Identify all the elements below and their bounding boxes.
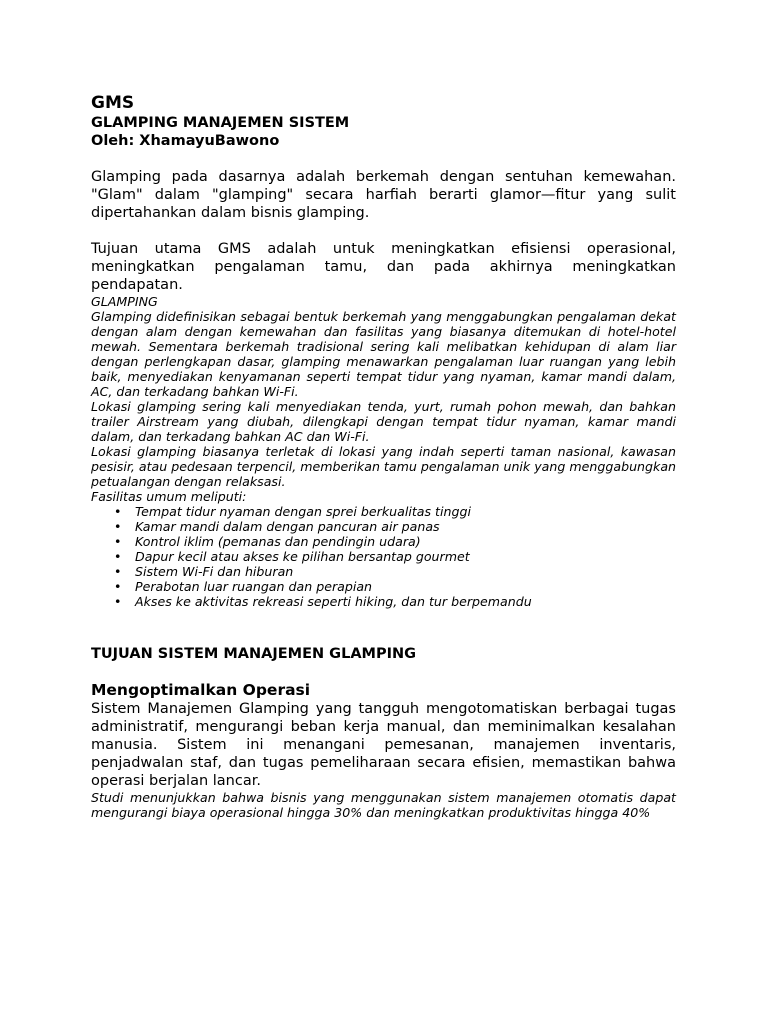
facilities-list bbox=[91, 504, 676, 609]
glamping-paragraph-2: Lokasi glamping sering kali menyediakan tenda, yurt, rumah pohon mewah, dan bahkan trailer Airstream yang diubah, dilengkapi dengan tempat tidur nyaman, kamar mandi dalam, dan terkadang bahkan AC dan Wi-Fi. bbox=[91, 399, 676, 444]
document-title: GMS bbox=[91, 93, 135, 113]
bullet-icon: • bbox=[114, 579, 122, 594]
document-author: Oleh: XhamayuBawono bbox=[91, 133, 280, 149]
document-page bbox=[91, 92, 676, 820]
list-item bbox=[114, 504, 676, 519]
list-item bbox=[114, 534, 676, 549]
bullet-icon: • bbox=[114, 519, 122, 534]
facility-text: Kamar mandi dalam dengan pancuran air panas bbox=[135, 519, 440, 534]
facility-text: Dapur kecil atau akses ke pilihan bersantap gourmet bbox=[135, 549, 470, 564]
list-item bbox=[114, 594, 676, 609]
bullet-icon: • bbox=[114, 549, 122, 564]
bullet-icon: • bbox=[114, 534, 122, 549]
bullet-icon: • bbox=[114, 564, 122, 579]
list-item bbox=[114, 549, 676, 564]
intro-paragraph-1: Glamping pada dasarnya adalah berkemah dengan sentuhan kemewahan. "Glam" dalam "glamping" secara harfiah berarti glamor—fitur yang sulit dipertahankan dalam bisnis glamping. bbox=[91, 169, 676, 221]
facility-text: Kontrol iklim (pemanas dan pendingin udara) bbox=[135, 534, 421, 549]
bullet-icon: • bbox=[114, 594, 122, 609]
goals-section-title: TUJUAN SISTEM MANAJEMEN GLAMPING bbox=[91, 646, 417, 662]
list-item bbox=[114, 564, 676, 579]
facility-text: Tempat tidur nyaman dengan sprei berkualitas tinggi bbox=[135, 504, 471, 519]
list-item bbox=[114, 579, 676, 594]
glamping-paragraph-3: Lokasi glamping biasanya terletak di lokasi yang indah seperti taman nasional, kawasan pesisir, atau pedesaan terpencil, memberikan tamu pengalaman unik yang menggabungkan petualangan dengan relaksasi. bbox=[91, 444, 677, 489]
intro-paragraph-2: Tujuan utama GMS adalah untuk meningkatkan efisiensi operasional, meningkatkan pengalaman tamu, dan pada akhirnya meningkatkan pendapatan. bbox=[91, 241, 676, 293]
goals-paragraph-1: Sistem Manajemen Glamping yang tangguh mengotomatiskan berbagai tugas administratif, mengurangi beban kerja manual, dan meminimalkan kesalahan manusia. Sistem ini menangani pemesanan, manajemen inventaris, penjadwalan staf, dan tugas pemeliharaan secara efisien, memastikan bahwa operasi berjalan lancar. bbox=[91, 701, 676, 789]
goals-study-note: Studi menunjukkan bahwa bisnis yang menggunakan sistem manajemen otomatis dapat mengurangi biaya operasional hingga 30% dan meningkatkan produktivitas hingga 40% bbox=[91, 790, 676, 820]
facility-text: Sistem Wi-Fi dan hiburan bbox=[135, 564, 294, 579]
goals-subsection-title: Mengoptimalkan Operasi bbox=[91, 681, 311, 699]
glamping-heading: GLAMPING bbox=[91, 294, 158, 309]
bullet-icon: • bbox=[114, 504, 122, 519]
glamping-paragraph-1: Glamping didefinisikan sebagai bentuk berkemah yang menggabungkan pengalaman dekat dengan alam dengan kemewahan dan fasilitas yang biasanya ditemukan di hotel-hotel mewah. Sementara berkemah tradisional sering kali melibatkan kehidupan di alam liar dengan perlengkapan dasar, glamping menawarkan pengalaman luar ruangan yang lebih baik, menyediakan kenyamanan seperti tempat tidur yang nyaman, kamar mandi dalam, AC, dan terkadang bahkan Wi-Fi. bbox=[91, 309, 676, 399]
facilities-intro: Fasilitas umum meliputi: bbox=[91, 489, 247, 504]
facility-text: Perabotan luar ruangan dan perapian bbox=[135, 579, 373, 594]
list-item bbox=[114, 519, 676, 534]
document-subtitle: GLAMPING MANAJEMEN SISTEM bbox=[91, 115, 350, 131]
facility-text: Akses ke aktivitas rekreasi seperti hiking, dan tur berpemandu bbox=[135, 594, 532, 609]
